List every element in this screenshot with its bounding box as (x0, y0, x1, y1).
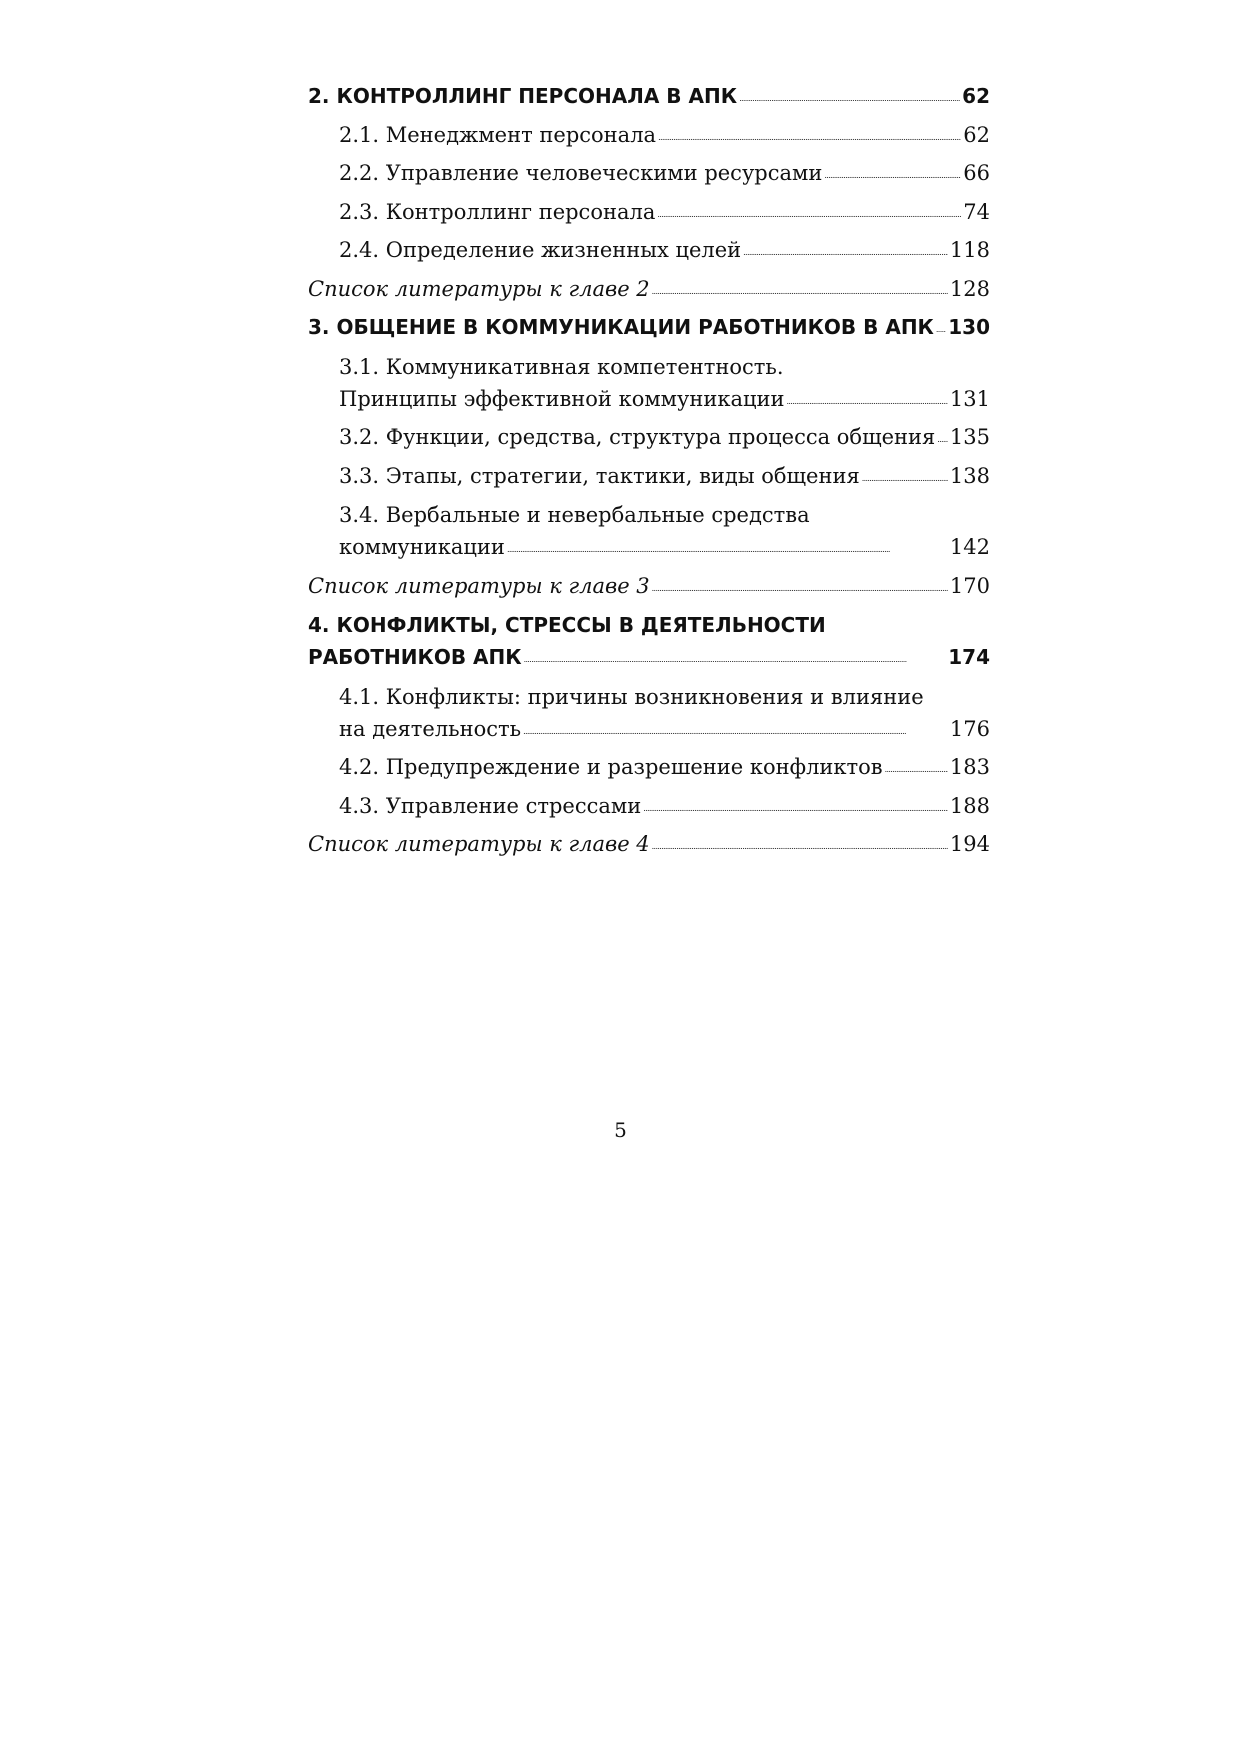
toc-entry-page-number: 174 (948, 645, 990, 669)
page-number: 5 (614, 1118, 627, 1142)
dot-leader (652, 275, 948, 296)
toc-entry-line (308, 274, 990, 305)
toc-entry-title: 2. КОНТРОЛЛИНГ ПЕРСОНАЛА В АПК (308, 84, 738, 108)
toc-references-entry[interactable] (308, 274, 990, 305)
toc-entry-title: 2.3. Контроллинг персонала (339, 199, 656, 224)
toc-references-entry[interactable] (308, 571, 990, 602)
toc-entry-page-number: 176 (949, 716, 990, 741)
toc-entry-line (339, 461, 990, 492)
toc-entry-title: Список литературы к главе 2 (308, 276, 650, 301)
toc-entry-title-line: 4.1. Конфликты: причины возникновения и влияние (339, 684, 924, 709)
toc-chapter-entry[interactable] (308, 609, 990, 673)
toc-entry-line (339, 422, 990, 453)
dot-leader (657, 198, 961, 219)
toc-entry-page-number: 66 (963, 161, 990, 185)
toc-entry-line (339, 235, 990, 266)
dot-leader (787, 385, 948, 406)
toc-entry-title: 3.3. Этапы, стратегии, тактики, виды общения (339, 463, 860, 488)
toc-entry-page-number: 138 (949, 463, 990, 488)
toc-entry-page-number: 118 (949, 238, 990, 262)
toc-entry-line (308, 641, 990, 673)
toc-entry-line (339, 531, 990, 563)
toc-references-entry[interactable] (308, 829, 990, 860)
toc-section-entry[interactable] (308, 791, 990, 822)
dot-leader (658, 121, 961, 142)
dot-leader (507, 533, 948, 554)
toc-chapter-entry[interactable] (308, 81, 990, 112)
toc-chapter-entry[interactable] (308, 312, 990, 343)
toc-entry-title: Список литературы к главе 4 (308, 832, 650, 856)
toc-entry-page-number: 135 (949, 425, 990, 449)
toc-entry-page-number: 131 (949, 386, 990, 411)
toc-entry-line (308, 571, 990, 602)
toc-entry-title: 2.1. Менеджмент персонала (339, 122, 657, 147)
toc-entry-page-number: 62 (962, 84, 990, 108)
toc-entry-page-number: 194 (949, 832, 990, 856)
toc-entry-page-number: 128 (949, 276, 990, 301)
toc-entry-title: коммуникации (339, 535, 505, 559)
toc-entry-title-line: 3.4. Вербальные и невербальные средства (339, 503, 810, 527)
toc-entry-line (339, 158, 990, 189)
dot-leader (524, 644, 947, 664)
toc-entry-title: Список литературы к главе 3 (308, 573, 650, 598)
toc-entry-title: 3.2. Функции, средства, структура процесса общения (339, 425, 936, 449)
dot-leader (885, 753, 948, 774)
toc-entry-line (308, 312, 990, 343)
dot-leader (652, 830, 948, 851)
dot-leader (936, 314, 946, 334)
toc-entry-title: 4.2. Предупреждение и разрешение конфликтов (339, 755, 883, 779)
toc-entry-line (339, 120, 990, 151)
dot-leader (824, 159, 961, 180)
toc-entry-line (339, 713, 990, 745)
toc-entry-page-number: 74 (963, 199, 990, 224)
toc-entry-page-number: 170 (949, 573, 990, 598)
toc-entry-title: 2.4. Определение жизненных целей (339, 238, 742, 262)
dot-leader (523, 715, 948, 736)
toc-entry-title: 4.3. Управление стрессами (339, 793, 642, 818)
toc-entry-page-number: 188 (949, 793, 990, 818)
toc-entry-title-line: 3.1. Коммуникативная компетентность. (339, 354, 784, 379)
toc-section-entry[interactable] (308, 197, 990, 228)
dot-leader (743, 236, 948, 257)
toc-section-entry[interactable] (308, 681, 990, 745)
dot-leader (652, 572, 948, 593)
toc-entry-line (339, 752, 990, 783)
toc-entry-title: 2.2. Управление человеческими ресурсами (339, 161, 823, 185)
table-of-contents (308, 81, 990, 868)
dot-leader (937, 423, 948, 444)
toc-entry-line (339, 791, 990, 822)
toc-section-entry[interactable] (308, 351, 990, 415)
toc-section-entry[interactable] (308, 752, 990, 783)
toc-entry-page-number: 130 (948, 315, 990, 339)
toc-section-entry[interactable] (308, 499, 990, 563)
dot-leader (862, 462, 948, 483)
toc-entry-line (339, 197, 990, 228)
toc-entry-title: РАБОТНИКОВ АПК (308, 645, 522, 669)
toc-section-entry[interactable] (308, 235, 990, 266)
toc-section-entry[interactable] (308, 158, 990, 189)
toc-entry-page-number: 183 (949, 755, 990, 779)
toc-entry-page-number: 62 (963, 122, 990, 147)
toc-entry-line (308, 829, 990, 860)
toc-section-entry[interactable] (308, 422, 990, 453)
toc-entry-line (339, 383, 990, 415)
toc-entry-page-number: 142 (949, 535, 990, 559)
toc-section-entry[interactable] (308, 461, 990, 492)
dot-leader (739, 83, 960, 103)
toc-entry-title-line: 4. КОНФЛИКТЫ, СТРЕССЫ В ДЕЯТЕЛЬНОСТИ (308, 613, 826, 637)
toc-entry-title: на деятельность (339, 716, 522, 741)
toc-entry-line (308, 81, 990, 112)
toc-entry-title: 3. ОБЩЕНИЕ В КОММУНИКАЦИИ РАБОТНИКОВ В АПК (308, 315, 934, 339)
toc-entry-title: Принципы эффективной коммуникации (339, 386, 785, 411)
toc-section-entry[interactable] (308, 120, 990, 151)
dot-leader (643, 792, 948, 813)
